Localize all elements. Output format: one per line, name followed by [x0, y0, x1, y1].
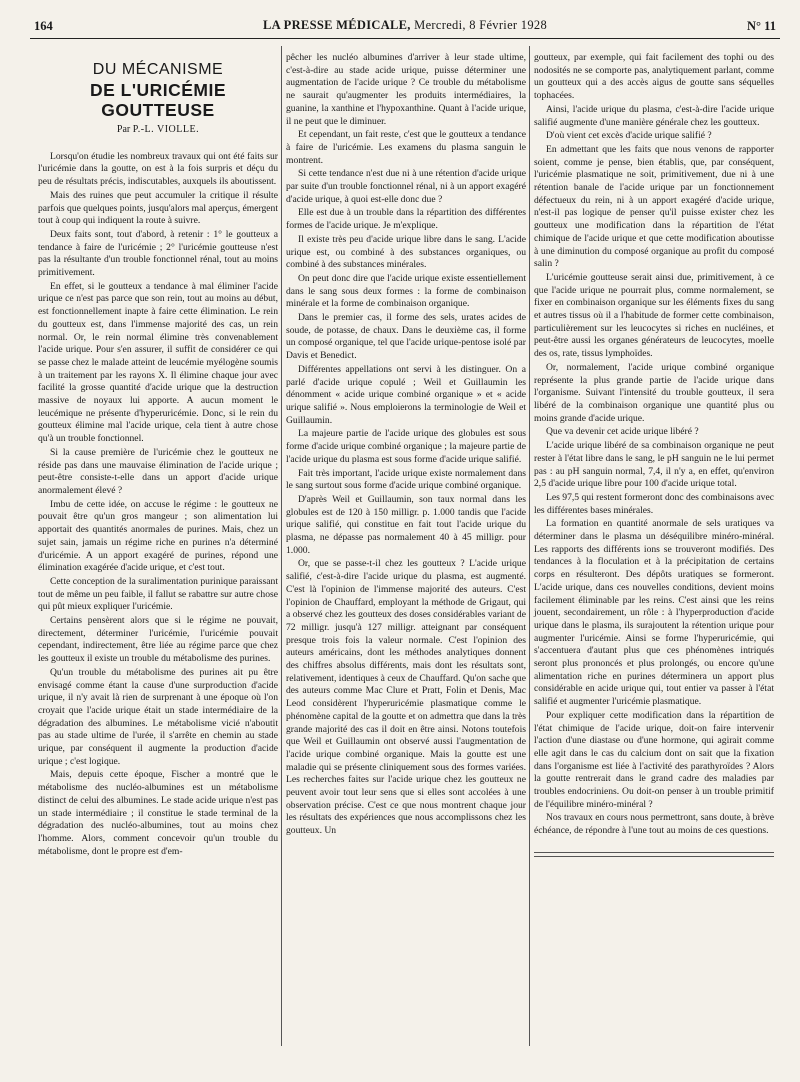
column-divider — [281, 46, 282, 1046]
paragraph: Mais des ruines que peut accumuler la critique il résulte parfois que quelques points, jusqu'alors mal aperçus, émergent tout à coup qui indiquent la route à suivre. — [38, 189, 279, 227]
paragraph: Qu'un trouble du métabolisme des purines ait pu être envisagé comme étant la cause d'une surproduction d'acide urique, il n'y avait là rien de surprenant à une époque où l'on croyait que l'acide urique était un stade intermédiaire de la dégradation des albumines. Le métabolisme vicié n'aboutit pas au stade ultime de l'urée, il s'arrête en chemin au stade urique, par conséquent il augmente la production d'acide urique ; c'est logique. — [38, 666, 278, 767]
paragraph: Si la cause première de l'uricémie chez le goutteux ne réside pas dans une mauvaise élimination de l'acide urique ; peut-être consiste-t-elle dans un apport d'acide urique anormalement élevé ? — [38, 446, 278, 496]
text-column-3 — [534, 52, 774, 857]
journal-title: LA PRESSE MÉDICALE, — [262, 18, 411, 32]
paragraph: Les 97,5 qui restent formeront donc des combinaisons avec les différentes bases minérales. — [534, 491, 774, 516]
paragraph: Cette conception de la suralimentation purinique paraissant tout de même un peu faible, il fallut se rabattre sur autre chose qui pût mieux expliquer l'uricémie. — [38, 575, 278, 613]
paragraph: D'où vient cet excès d'acide urique salifié ? — [546, 130, 712, 142]
paragraph: En effet, si le goutteux a tendance à mal éliminer l'acide urique ce n'est pas parce que son rein, tout au moins au début, est fonctionnellement inapte à faire cette élimination. Le rein du goutteux est, dans l'immense majorité des cas, un rein normal. Or, le rein normal élimine très convenablement l'acide urique. Pour s'en assurer, il suffit de considérer ce qui se passe chez le malade atteint de leucémie myélogène soumis à un traitement par les rayons X. Il élimine chaque jour avec facilité la grosse quantité d'acide urique que la destruction massive de noyaux lui apporte. A aucun moment le leucémique ne présente d'hyperuricémie. Donc, si le rein du goutteux élimine mal l'acide urique, cela tient à autre chose qu'à un trouble fonctionnel. — [38, 280, 278, 445]
paragraph: Il existe très peu d'acide urique libre dans le sang. L'acide urique est, ou combiné à des substances organiques, ou combiné à des substances minérales. — [286, 233, 526, 271]
paragraph: La formation en quantité anormale de sels uratiques va déterminer dans le plasma un déséquilibre minéro-minéral. Les rapports des différents ions se trouveront modifiés. Des tendances à la floculation et à la précipitation de certains corps en résulteront. Des dépôts uratiques se formeront. L'acide urique, dans ces nouvelles conditions, devient moins facilement éliminable par les reins. C'est ainsi que les reins jouent, secondairement, un rôle : à l'hyperproduction d'acide urique dans le plasma, ils surajoutent la rétention urique pour augmenter l'uricémie. Ainsi se forme l'hyperuricémie, qui s'accentuera d'autant plus que ces phénomènes intriqués seront plus prononcés et plus prolongés, ou encore qu'une alimentation riche en purines déterminera un apport plus considérable en acide urique qui, tout entier va passer à l'état salifié et augmenter l'uricémie plasmatique. — [534, 518, 774, 708]
page-number: 164 — [34, 19, 53, 33]
author-name: P.-L. VIOLLE. — [132, 124, 200, 135]
text-column-2 — [286, 52, 526, 839]
paragraph: L'acide urique libéré de sa combinaison organique ne peut rester à l'état libre dans le sang, le pH sanguin ne le lui permet pas : au pH sanguin normal, 7,4, il n'y a, en effet, qu'environ 2,5 d'acide urique libre pour 100 d'acide urique total. — [534, 440, 774, 490]
paragraph: Mais, depuis cette époque, Fischer a montré que le métabolisme des nucléo-albumines est un métabolisme distinct de celui des albumines. Le stade acide urique n'est pas un stade intermédiaire ; il constitue le stade terminal de la dégradation des nucléo-albumines, tout au moins chez l'homme. Alors, comment concevoir qu'un trouble du métabolisme, dont le propre est d'em- — [38, 769, 278, 857]
paragraph: Et cependant, un fait reste, c'est que le goutteux a tendance à faire de l'uricémie. Les examens du plasma sanguin le montrent. — [286, 129, 526, 166]
column-divider — [529, 46, 530, 1046]
article-end-rule — [534, 852, 774, 853]
article-end-rule — [534, 856, 774, 857]
byline — [38, 124, 278, 137]
paragraph: Elle est due à un trouble dans la répartition des différentes formes de l'acide urique. Je m'explique. — [286, 207, 526, 232]
paragraph: Que va devenir cet acide urique libéré ? — [546, 426, 699, 438]
paragraph: Or, que se passe-t-il chez les goutteux ? L'acide urique salifié, c'est-à-dire l'acide urique du plasma, est augmenté. C'est là l'opinion de l'immense majorité des auteurs. C'est l'opinion de Chauffard, employant la méthode de Grigaut, qui a observé chez les goutteux des doses considérables variant de 72 milligr. jusqu'à 127 milligr. atteignant par conséquent presque trois fois la valeur normale. C'est l'opinion des auteurs américains, dont les méthodes analytiques donnent des chiffres absolus différents, mais dont les résultats sont, relativement, identiques à ceux de Chauffard. Qu'on sache que des auteurs comme Mac Clure et Pratt, Folin et Denis, Mac Leod considèrent l'hyperuricémie plasmatique comme le phénomène capital de la goutte et on admettra que dans la très grande majorité des cas il doit en être ainsi. Notons toutefois que Weil et Guillaumin ont observé aussi l'augmentation de l'acide urique combiné organique. Mais la goutte est une maladie qui se présente cliniquement sous des formes variées. Les recherches faites sur l'acide urique chez les goutteux ne peuvent avoir tout leur sens que si elles sont accolées à une observation précise. C'est ce que nous montrent chaque jour les résultats des expériences que nous accomplissons chez les goutteux. Un — [286, 558, 526, 837]
article-title-line-1: DU MÉCANISME — [92, 61, 224, 78]
journal-title-line — [30, 18, 780, 33]
paragraph: En admettant que les faits que nous venons de rapporter soient, comme je pense, bien établis, que, par conséquent, l'uricémie plasmatique ne soit, primitivement, due ni à une rétention banale de l'acide urique par un fonctionnement défectueux du rein, ni à un apport exagéré d'acide urique, n'est-il pas logique de penser qu'il puisse exister chez les goutteux une modification dans la répartition de l'état chimique de l'acide urique et que cette modification aboutisse à une diminution du composé organique au profit du composé salin ? — [534, 143, 774, 270]
paragraph: Fait très important, l'acide urique existe normalement dans le sang surtout sous forme d'acide urique combiné organique. — [286, 467, 526, 492]
article-title — [38, 60, 278, 120]
issue-number: N° 11 — [747, 19, 776, 33]
text-column-1 — [38, 52, 278, 859]
paragraph: Si cette tendance n'est due ni à une rétention d'acide urique par suite d'un trouble fonctionnel rénal, ni à un apport exagéré d'acide urique, à quoi est-elle donc due ? — [286, 168, 526, 205]
issue-date: Mercredi, 8 Février 1928 — [414, 18, 548, 32]
paragraph: pêcher les nucléo albumines d'arriver à leur stade ultime, c'est-à-dire au stade acide urique, puisse déterminer une augmentation de l'acide urique ? Ce trouble du métabolisme ne saurait qu'augmenter les produits intermédiaires, la guanine, la xanthine et l'hypoxanthine. Quant à l'acide urique, il ne peut que le diminuer. — [286, 52, 526, 127]
paragraph: La majeure partie de l'acide urique des globules est sous forme d'acide urique combiné organique ; la majeure partie de l'acide urique du plasma est sous forme d'acide urique salifié. — [286, 428, 526, 465]
paragraph: Ainsi, l'acide urique du plasma, c'est-à-dire l'acide urique salifié augmente d'une manière générale chez les goutteux. — [534, 103, 774, 128]
paragraph: Pour expliquer cette modification dans la répartition de l'état chimique de l'acide urique, doit-on faire intervenir l'action d'une diastase ou d'une hormone, qui agirait comme elle agit dans le cas du calcium dont on sait que la fixation dans l'organisme est liée à l'activité des parathyroïdes ? Alors la goutte rentrerait dans le grand cadre des maladies par troubles endocriniens. Ou doit-on penser à un trouble primitif de l'équilibre minéro-minéral ? — [534, 709, 774, 810]
article-title-line-2: DE L'URICÉMIE GOUTTEUSE — [89, 80, 227, 120]
paragraph: L'uricémie goutteuse serait ainsi due, primitivement, à ce que l'acide urique ne pourrait plus, comme normalement, se fixer en combinaison organique sur les éléments fixes du sang et autres tissus où il a l'habitude de former cette combinaison, particulièrement sur les leucocytes si riches en nucléines, et peut-être aussi les organes générateurs de leucocytes, moelle des os, rate, tissus lymphoïdes. — [534, 271, 774, 360]
paragraph: Imbu de cette idée, on accuse le régime : le goutteux ne pouvait être qu'un gros mangeur ; son alimentation lui apportait des quantités anormales de purines. Mais, chez un sujet sain, jamais un régime riche en purines n'a déterminé d'uricémie. A un apport exagéré de purines, répond une élimination exagérée d'acide urique, et c'est tout. — [38, 498, 278, 574]
paragraph: goutteux, par exemple, qui fait facilement des tophi ou des nodosités ne se comporte pas, analytiquement parlant, comme un goutteux qui a des accès aigus de goutte sans séquelles tophacées. — [534, 52, 774, 102]
paragraph: Nos travaux en cours nous permettront, sans doute, à brève échéance, de répondre à l'une tout au moins de ces questions. — [534, 812, 774, 837]
paragraph: Certains pensèrent alors que si le régime ne pouvait, directement, déterminer l'uricémie, l'uricémie pouvait cependant, indirectement, être liée au régime parce que chez les goutteux il existe un trouble du métabolisme des purines. — [38, 615, 278, 665]
paragraph: Or, normalement, l'acide urique combiné organique représente la plus grande partie de l'acide urique dans l'organisme. Suivant l'intensité du trouble goutteux, il sera libéré de la combinaison organique une quantité plus ou moins grande d'acide urique. — [534, 361, 774, 424]
page-header — [30, 14, 780, 39]
paragraph: Dans le premier cas, il forme des sels, urates acides de soude, de potasse, de chaux. Dans le deuxième cas, il forme un composé organique, tel que l'acide urique-pentose isolé par Davis et Benedict. — [286, 312, 526, 362]
paragraph: Différentes appellations ont servi à les distinguer. On a parlé d'acide urique copulé ; Weil et Guillaumin les dénomment « acide urique combiné organique » et « acide urique salifié ». Nous emploierons la terminologie de Weil et Guillaumin. — [286, 363, 526, 426]
paragraph: Deux faits sont, tout d'abord, à retenir : 1° le goutteux a tendance à faire de l'uricémie ; 2° l'uricémie goutteuse n'est pas la résultante d'un trouble fonctionnel rénal, tout au moins primitivement. — [38, 228, 278, 279]
paragraph: On peut donc dire que l'acide urique existe essentiellement dans le sang sous deux formes : la forme de combinaison minérale et la forme de combinaison organique. — [286, 272, 526, 310]
paragraph: D'après Weil et Guillaumin, son taux normal dans les globules est de 120 à 150 milligr. p. 1.000 tandis que l'acide urique salifié, qui constitue en fait tout l'acide urique du plasma, ne dépasse pas normalement 40 à 45 milligr. pour 1.000. — [286, 493, 526, 556]
byline-prefix: Par — [116, 124, 131, 135]
paragraph: Lorsqu'on étudie les nombreux travaux qui ont été faits sur l'uricémie dans la goutte, on est à la fois surpris et déçu du peu de résultats précis, indiscutables, auxquels ils aboutissent. — [38, 150, 278, 188]
